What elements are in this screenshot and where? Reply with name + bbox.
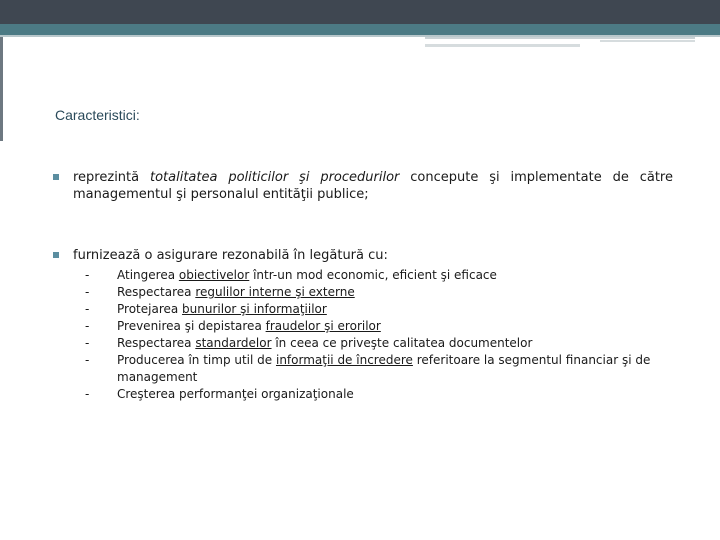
bullet-text: reprezintă totalitatea politicilor şi procedurilor concepute şi implementate de către managementul şi personalul entităţii publice;: [73, 170, 673, 202]
list-item: - Respectarea standardelor în ceea ce priveşte calitatea documentelor: [85, 336, 533, 350]
bullet-item: [53, 247, 673, 264]
top-banner: [0, 0, 720, 24]
dash-marker: -: [85, 302, 90, 316]
dash-marker: -: [85, 336, 90, 350]
list-item: - Prevenirea şi depistarea fraudelor şi erorilor: [85, 319, 381, 333]
list-item: - Creşterea performanţei organizaţionale: [85, 387, 354, 401]
dash-marker: -: [85, 387, 90, 401]
section-heading: Caracteristici:: [55, 107, 140, 123]
divider-line: [600, 40, 695, 42]
emphasis: totalitatea politicilor şi procedurilor: [150, 170, 400, 185]
dash-marker: -: [85, 319, 90, 333]
sub-list: [85, 267, 680, 403]
dash-marker: -: [85, 353, 90, 367]
list-item: - Atingerea obiectivelor într-un mod economic, eficient şi eficace: [85, 268, 497, 282]
bullet-item: [53, 169, 673, 203]
accent-band: [0, 24, 720, 35]
list-item: - Protejarea bunurilor şi informaţiilor: [85, 302, 327, 316]
dash-marker: -: [85, 268, 90, 282]
decor-stripe: [0, 94, 3, 141]
dash-marker: -: [85, 285, 90, 299]
square-bullet-icon: [53, 174, 59, 180]
divider-line: [425, 44, 580, 47]
bullet-text: furnizează o asigurare rezonabilă în legătură cu:: [73, 248, 388, 263]
divider-line: [425, 37, 695, 39]
decor-stripe: [0, 47, 3, 94]
list-item: - Producerea în timp util de informaţii de încredere referitoare la segmentul financiar şi de management: [85, 353, 651, 384]
square-bullet-icon: [53, 252, 59, 258]
list-item: - Respectarea regulilor interne şi externe: [85, 285, 355, 299]
